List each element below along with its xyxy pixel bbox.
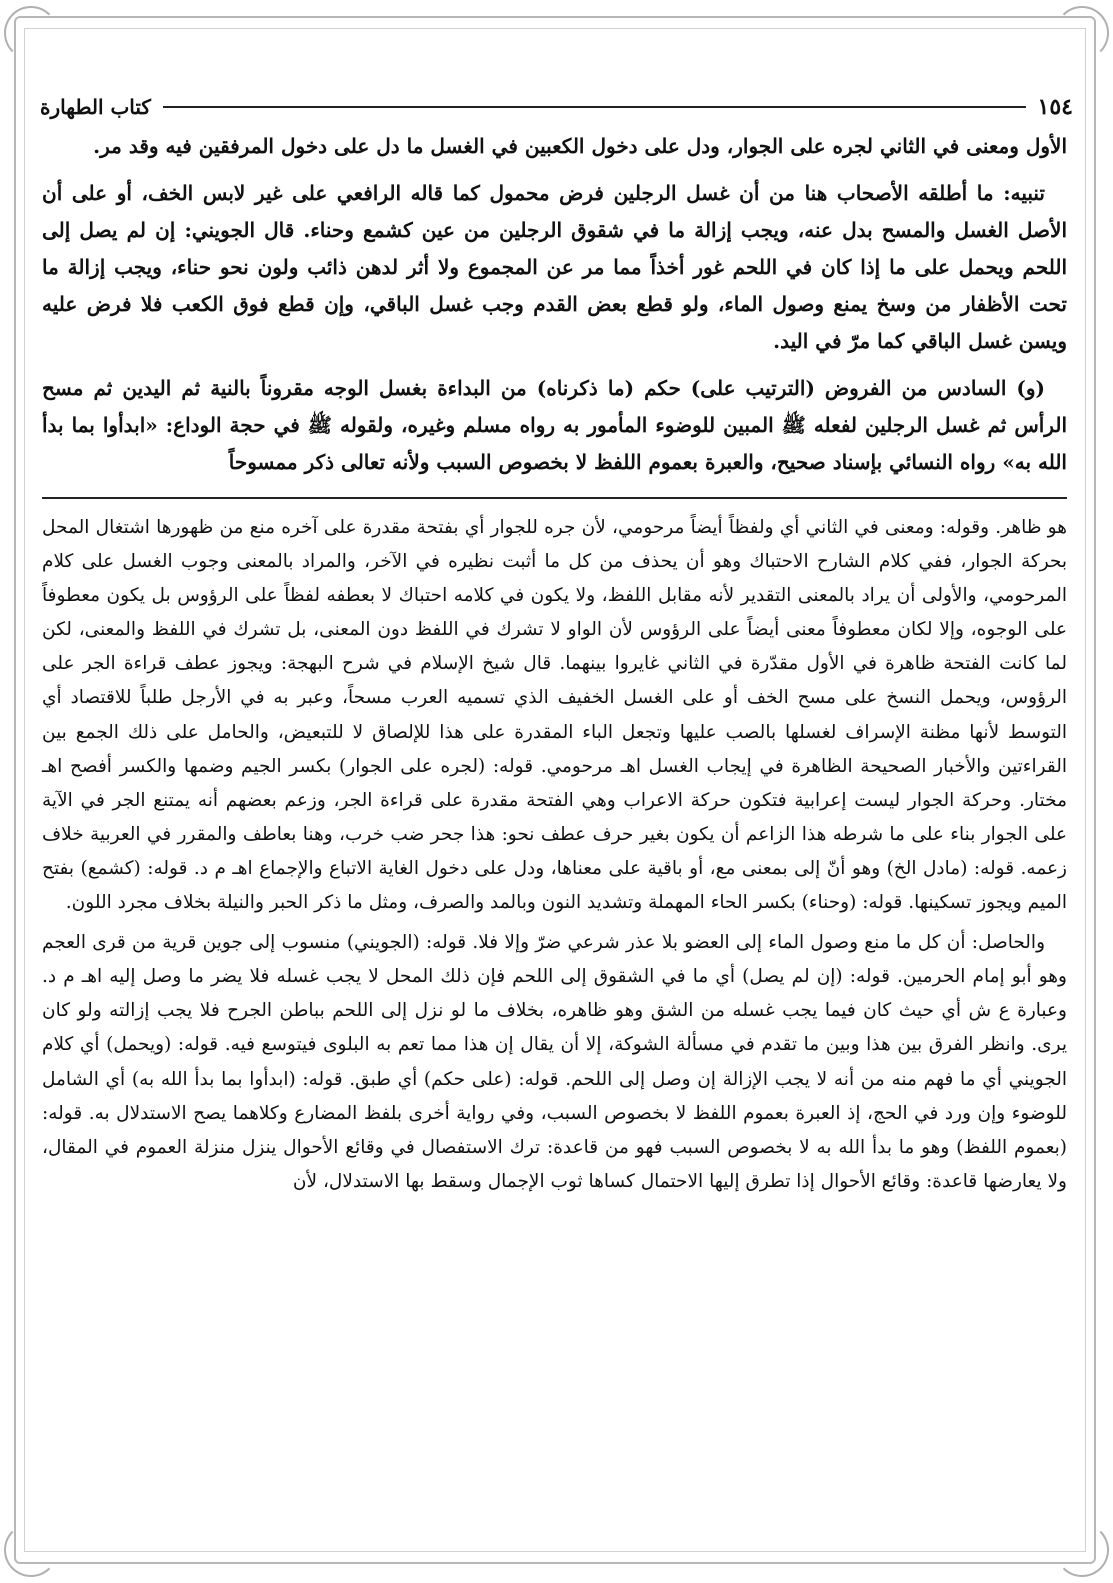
main-paragraph: (و) السادس من الفروض (الترتيب على) حكم (ما ذكرناه) من البداءة بغسل الوجه مقروناً بالنية ثم اليدين ثم مسح الرأس ثم غسل الرجلين لفعله ﷺ المبين للوضوء المأمور به رواه مسلم وغيره، ولقوله ﷺ في حجة الوداع: «ابدأوا بما بدأ الله به» رواه النسائي بإسناد صحيح، والعبرة بعموم اللفظ لا بخصوص السبب ولأنه تعالى ذكر ممسوحاً [42,376,1067,474]
header-rule [163,106,1026,108]
corner-ornament [4,1523,58,1577]
main-paragraph: تنبيه: ما أطلقه الأصحاب هنا من أن غسل الرجلين فرض محمول كما قاله الرافعي على غير لابس الخف، أو على أن الأصل الغسل والمسح بدل عنه، ويجب إزالة ما في شقوق الرجلين من عين كشمع وحناء. قال الجويني: إن لم يصل إلى اللحم ويحمل على ما إذا كان في اللحم غور أخذاً مما مر عن المجموع ولا أثر لدهن ذائب ولون نحو حناء، ويجب إزالة ما تحت الأظفار من وسخ يمنع وصول الماء، ولو قطع بعض القدم وجب غسل الباقي، وإن قطع فوق الكعب فلا فرض عليه ويسن غسل الباقي كما مرّ في اليد. [42,181,1067,353]
main-paragraph: الأول ومعنى في الثاني لجره على الجوار، ودل على دخول الكعبين في الغسل ما دل على دخول المرفقين فيه وقد مر. [93,134,1067,158]
commentary-text [42,511,1067,1199]
commentary-paragraph: والحاصل: أن كل ما منع وصول الماء إلى العضو بلا عذر شرعي ضرّ وإلا فلا. قوله: (الجويني) منسوب إلى جوين قرية من قرى العجم وهو أبو إمام الحرمين. قوله: (إن لم يصل) أي ما في الشقوق إلى اللحم فإن ذلك المحل لا يجب غسله فلا يضر ما وصل إليه اهـ م د. وعبارة ع ش أي حيث كان فيما يجب غسله من الشق وهو ظاهره، بخلاف ما لو نزل إلى اللحم بباطن الجرح فلا يجب إزالته ولو كان يرى. وانظر الفرق بين هذا وبين ما تقدم في مسألة الشوكة، إلا أن يقال إن هذا مما تعم به البلوى فيتوسع فيه. قوله: (ويحمل) أي كلام الجويني أي ما فهم منه من أنه لا يجب الإزالة إن وصل إلى اللحم. قوله: (على حكم) أي طبق. قوله: (ابدأوا بما بدأ الله به) أي الشامل للوضوء وإن ورد في الحج، إذ العبرة بعموم اللفظ لا بخصوص السبب، وفي رواية أخرى بلفظ المضارع وكلاهما يصح الاستدلال به. قوله: (بعموم اللفظ) وهو ما بدأ الله به لا بخصوص السبب فهو من قاعدة: ترك الاستفصال في وقائع الأحوال ينزل منزلة العموم في المقال، ولا يعارضها قاعدة: وقائع الأحوال إذا تطرق إليها الاحتمال كساها ثوب الإجمال وسقط بها الاستدلال، لأن [42,932,1067,1192]
corner-ornament [1055,6,1109,60]
book-title: كتاب الطهارة [40,95,151,119]
main-text [42,128,1067,481]
running-header [40,92,1073,122]
corner-ornament [1055,1523,1109,1577]
page-number: ١٥٤ [1037,94,1073,120]
commentary-paragraph: هو ظاهر. وقوله: ومعنى في الثاني أي ولفظاً أيضاً مرحومي، لأن جره للجوار أي بفتحة مقدرة على آخره منع من ظهورها اشتغال المحل بحركة الجوار، ففي كلام الشارح الاحتباك وهو أن يحذف من كل ما أثبت نظيره في الآخر، والمراد بالمعنى وجوب الغسل على كلام المرحومي، والأولى أن يراد بالمعنى التقدير لأنه مقابل اللفظ، ولا يكون في كلامه احتباك لا بعطفه لفظاً على الرؤوس بل يكون معطوفاً على الوجوه، وإلا لكان معطوفاً معنى أيضاً على الرؤوس لأن الواو لا تشرك في اللفظ دون المعنى، بل تشرك في اللفظ والمعنى، لكن لما كانت الفتحة ظاهرة في الأول مقدّرة في الثاني غايروا بينهما. قال شيخ الإسلام في شرح البهجة: ويجوز عطف قراءة الجر على الرؤوس، ويحمل النسخ على مسح الخف أو على الغسل الخفيف الذي تسميه العرب مسحاً، وعبر به في الأرجل طلباً للاقتصاد أي التوسط لأنها مظنة الإسراف لغسلها بالصب عليها وتجعل الباء المقدرة على هذا للإلصاق لا للتبعيض، والحامل على ذلك الجمع بين القراءتين والأخبار الصحيحة الظاهرة في إيجاب الغسل اهـ مرحومي. قوله: (لجره على الجوار) بكسر الجيم وضمها والكسر أفصح اهـ مختار. وحركة الجوار ليست إعرابية فتكون حركة الاعراب وهي الفتحة مقدرة على قراءة الجر، وزعم بعضهم أنه يمتنع الجر في الآية على الجوار بناء على ما شرطه هذا الزاعم أن يكون بغير حرف عطف نحو: هذا جحر ضب خرب، وهنا بعاطف والمقرر في العربية خلاف زعمه. قوله: (مادل الخ) وهو أنّ إلى بمعنى مع، أو باقية على معناها، ودل على دخول الغاية الاتباع والإجماع اهـ م د. قوله: (كشمع) بفتح الميم ويجوز تسكينها. قوله: (وحناء) بكسر الحاء المهملة وتشديد النون وبالمد والصرف، ومثل ما ذكر الحبر والنيلة بخلاف مجرد اللون. [42,517,1067,914]
page-content [42,128,1067,1199]
footnote-divider [42,497,1067,499]
corner-ornament [4,6,58,60]
